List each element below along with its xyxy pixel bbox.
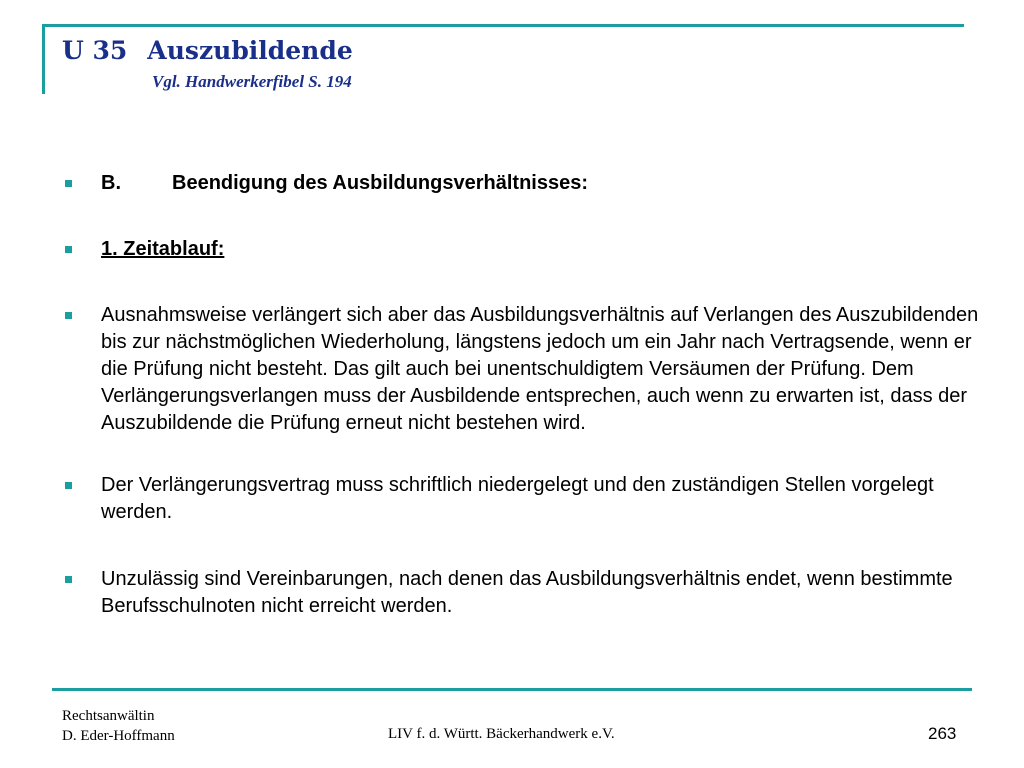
paragraph-text: Der Verlängerungsvertrag muss schriftlich niedergelegt und den zuständigen Stellen vorgelegt werden.	[101, 474, 934, 523]
list-item-paragraph-2	[60, 472, 980, 526]
slide-code: U 35	[62, 36, 128, 65]
list-item-section	[60, 170, 980, 197]
slide-title-text: Auszubildende	[147, 36, 353, 65]
bullet-square-icon	[65, 246, 72, 253]
list-item-paragraph-1	[60, 302, 980, 437]
paragraph-text: Unzulässig sind Vereinbarungen, nach denen das Ausbildungsverhältnis endet, wenn bestimmte Berufsschulnoten nicht erreicht werden.	[101, 568, 953, 617]
footer-author-title: Rechtsanwältin	[62, 708, 155, 724]
header-left-rule	[42, 24, 45, 94]
slide-subtitle: Vgl. Handwerkerfibel S. 194	[152, 72, 352, 91]
footer-author	[62, 706, 175, 746]
list-item-subheading	[60, 236, 980, 263]
section-heading-text: Beendigung des Ausbildungsverhältnisses:	[172, 172, 588, 194]
section-letter: B.	[101, 172, 121, 194]
bullet-square-icon	[65, 576, 72, 583]
paragraph-text: Ausnahmsweise verlängert sich aber das Ausbildungsverhältnis auf Verlangen des Auszubildenden bis zur nächstmöglichen Wiederholung, längstens jedoch um ein Jahr nach Vertragsende, wenn er die Prüfung nicht besteht. Das gilt auch bei unentschuldigtem Versäumen der Prüfung. Dem Verlängerungsverlangen muss der Ausbildende entsprechen, auch wenn zu erwarten ist, dass der Auszubildende die Prüfung erneut nicht bestehen wird.	[101, 304, 979, 434]
footer-author-name: D. Eder-Hoffmann	[62, 728, 175, 744]
footer-rule	[52, 688, 972, 691]
bullet-square-icon	[65, 482, 72, 489]
list-item-paragraph-3	[60, 566, 980, 620]
bullet-square-icon	[65, 312, 72, 319]
subheading: 1. Zeitablauf:	[101, 238, 225, 260]
footer-organization: LIV f. d. Württ. Bäckerhandwerk e.V.	[388, 726, 615, 742]
bullet-square-icon	[65, 180, 72, 187]
page-number: 263	[928, 724, 957, 743]
header-top-rule	[42, 24, 964, 27]
slide-title	[62, 36, 353, 65]
section-heading	[101, 170, 980, 197]
